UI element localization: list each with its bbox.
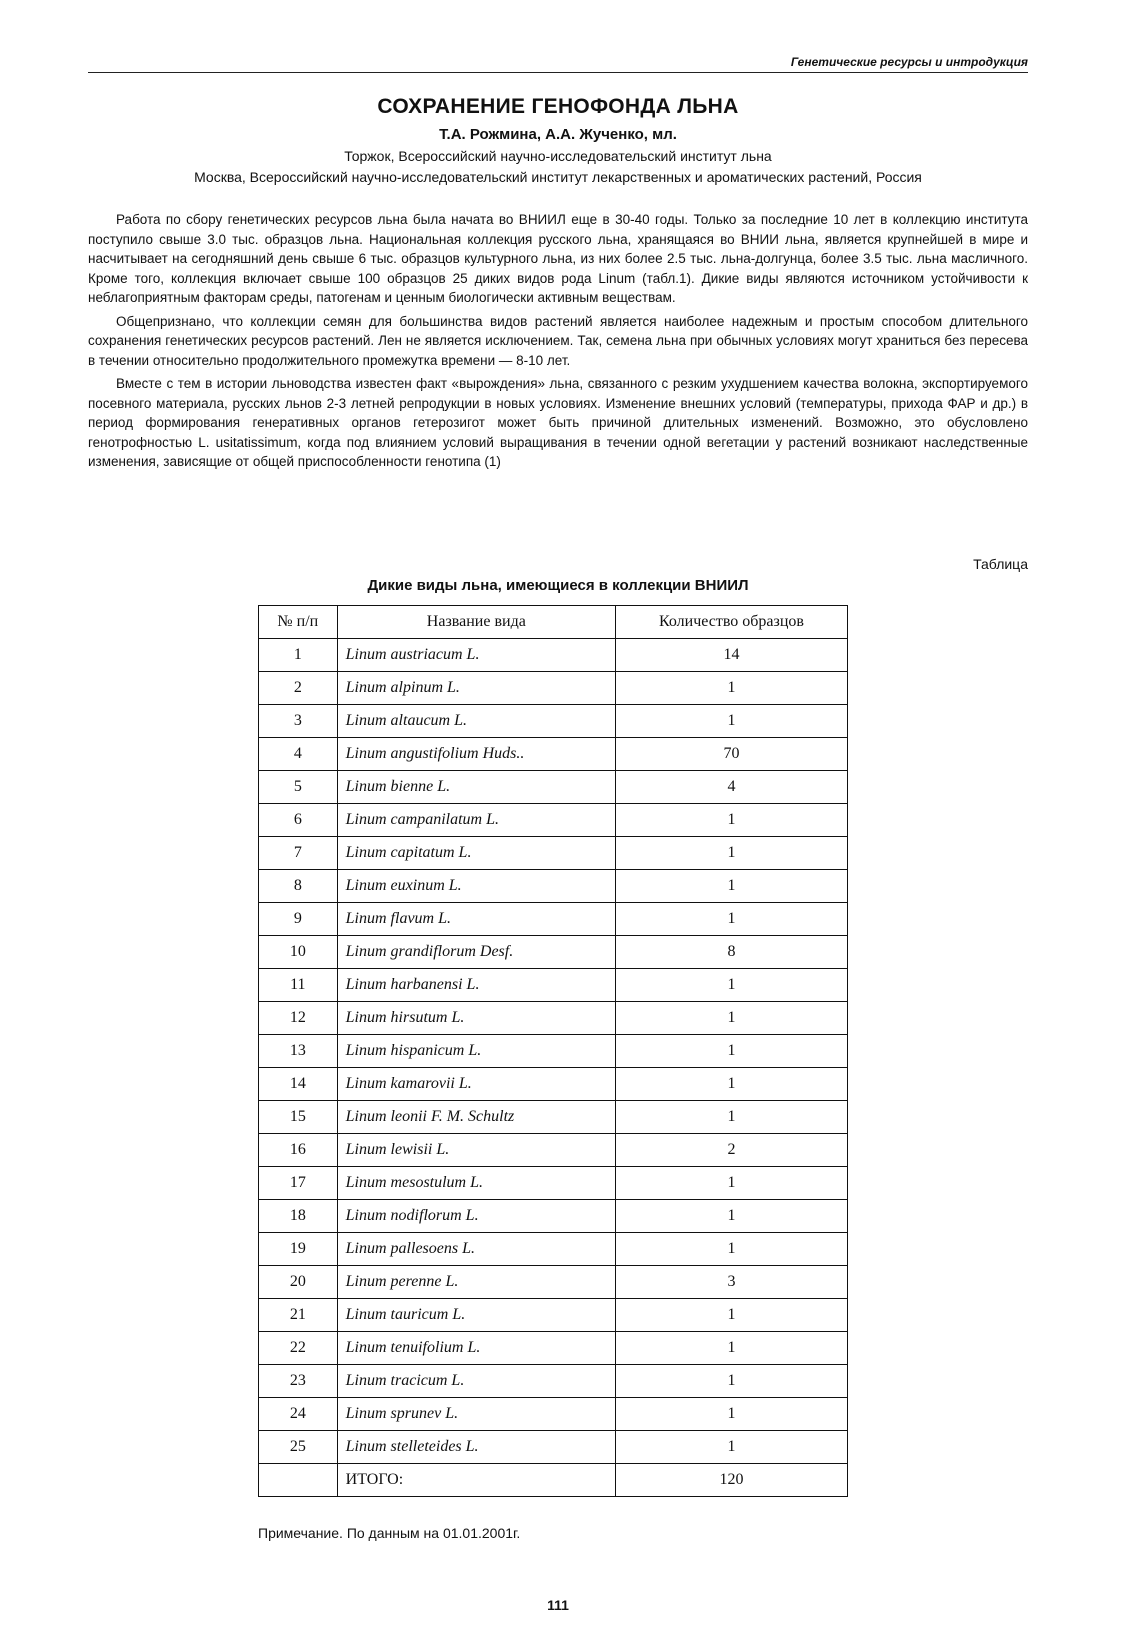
row-number: 21 — [259, 1299, 338, 1332]
species-name: Linum mesostulum L. — [337, 1167, 615, 1200]
species-name: Linum grandiflorum Desf. — [337, 936, 615, 969]
row-number: 17 — [259, 1167, 338, 1200]
sample-count: 1 — [615, 1068, 847, 1101]
table-row — [259, 1332, 848, 1365]
sample-count: 1 — [615, 1365, 847, 1398]
table-title: Дикие виды льна, имеющиеся в коллекции ВНИИЛ — [367, 577, 749, 594]
species-name: Linum lewisii L. — [337, 1134, 615, 1167]
total-label: ИТОГО: — [337, 1464, 615, 1497]
running-header: Генетические ресурсы и интродукция — [88, 55, 1028, 73]
table-label: Таблица — [973, 556, 1028, 572]
species-name: Linum tracicum L. — [337, 1365, 615, 1398]
table-row — [259, 1431, 848, 1464]
species-name: Linum alpinum L. — [337, 672, 615, 705]
sample-count: 1 — [615, 1101, 847, 1134]
row-number: 6 — [259, 804, 338, 837]
total-value: 120 — [615, 1464, 847, 1497]
sample-count: 1 — [615, 903, 847, 936]
sample-count: 1 — [615, 705, 847, 738]
column-header-count: Количество образцов — [615, 606, 847, 639]
table-row — [259, 1068, 848, 1101]
table-row — [259, 969, 848, 1002]
row-number: 13 — [259, 1035, 338, 1068]
row-number: 3 — [259, 705, 338, 738]
species-name: Linum euxinum L. — [337, 870, 615, 903]
table-row — [259, 1365, 848, 1398]
table-row — [259, 1233, 848, 1266]
sample-count: 2 — [615, 1134, 847, 1167]
table-body — [259, 639, 848, 1464]
species-name: Linum tenuifolium L. — [337, 1332, 615, 1365]
row-number: 11 — [259, 969, 338, 1002]
sample-count: 3 — [615, 1266, 847, 1299]
table-row — [259, 1134, 848, 1167]
species-name: Linum hispanicum L. — [337, 1035, 615, 1068]
row-number: 9 — [259, 903, 338, 936]
row-number: 14 — [259, 1068, 338, 1101]
table-total-row — [259, 1464, 848, 1497]
article-body — [88, 210, 1028, 476]
species-name: Linum pallesoens L. — [337, 1233, 615, 1266]
table-note: Примечание. По данным на 01.01.2001г. — [258, 1525, 521, 1541]
row-number: 20 — [259, 1266, 338, 1299]
table-row — [259, 672, 848, 705]
table-header-row — [259, 606, 848, 639]
sample-count: 1 — [615, 672, 847, 705]
species-name: Linum stelleteides L. — [337, 1431, 615, 1464]
sample-count: 1 — [615, 1002, 847, 1035]
sample-count: 1 — [615, 969, 847, 1002]
species-name: Linum bienne L. — [337, 771, 615, 804]
sample-count: 1 — [615, 1233, 847, 1266]
sample-count: 14 — [615, 639, 847, 672]
affiliation-2: Москва, Всероссийский научно-исследовательский институт лекарственных и ароматических растений, Россия — [194, 169, 922, 185]
paragraph-1: Работа по сбору генетических ресурсов льна была начата во ВНИИЛ еще в 30-40 годы. Только за последние 10 лет в коллекцию института поступило свыше 3.0 тыс. образцов льна. Национальная коллекция русского льна, хранящаяся во ВНИИ льна, является крупнейшей в мире и насчитывает на сегодняшний день свыше 6 тыс. образцов культурного льна, из них более 2.5 тыс. льна-долгунца, более 3.5 тыс. льна масличного. Кроме того, коллекция включает свыше 100 образцов 25 диких видов рода Linum (табл.1). Дикие виды являются источником устойчивости к неблагоприятным факторам среды, патогенам и ценным биологически активным веществам. — [88, 212, 1028, 305]
article-authors: Т.А. Рожмина, А.А. Жученко, мл. — [439, 126, 677, 143]
row-number: 4 — [259, 738, 338, 771]
table-row — [259, 903, 848, 936]
article-title: СОХРАНЕНИЕ ГЕНОФОНДА ЛЬНА — [377, 95, 739, 118]
species-name: Linum austriacum L. — [337, 639, 615, 672]
species-name: Linum altaucum L. — [337, 705, 615, 738]
species-name: Linum harbanensi L. — [337, 969, 615, 1002]
species-name: Linum campanilatum L. — [337, 804, 615, 837]
table-row — [259, 1167, 848, 1200]
column-header-number: № п/п — [259, 606, 338, 639]
row-number: 16 — [259, 1134, 338, 1167]
row-number: 23 — [259, 1365, 338, 1398]
sample-count: 1 — [615, 1431, 847, 1464]
table-row — [259, 1299, 848, 1332]
row-number: 2 — [259, 672, 338, 705]
row-number: 22 — [259, 1332, 338, 1365]
table-row — [259, 738, 848, 771]
species-name: Linum sprunev L. — [337, 1398, 615, 1431]
species-table — [258, 605, 848, 1497]
sample-count: 1 — [615, 1299, 847, 1332]
table-row — [259, 1035, 848, 1068]
row-number: 24 — [259, 1398, 338, 1431]
species-name: Linum perenne L. — [337, 1266, 615, 1299]
table-row — [259, 804, 848, 837]
table-row — [259, 837, 848, 870]
row-number: 1 — [259, 639, 338, 672]
sample-count: 1 — [615, 1332, 847, 1365]
paragraph-2: Общепризнано, что коллекции семян для большинства видов растений является наиболее надежным и простым способом длительного сохранения генетических ресурсов растений. Лен не является исключением. Так, семена льна при обычных условиях могут храниться без пересева в течении относительно продолжительного промежутка времени — 8-10 лет. — [88, 313, 1028, 368]
table-row — [259, 870, 848, 903]
species-name: Linum hirsutum L. — [337, 1002, 615, 1035]
table-row — [259, 705, 848, 738]
species-name: Linum flavum L. — [337, 903, 615, 936]
table-row — [259, 771, 848, 804]
row-number: 8 — [259, 870, 338, 903]
row-number: 5 — [259, 771, 338, 804]
table-row — [259, 1266, 848, 1299]
row-number: 12 — [259, 1002, 338, 1035]
row-number: 18 — [259, 1200, 338, 1233]
species-name: Linum tauricum L. — [337, 1299, 615, 1332]
sample-count: 1 — [615, 1035, 847, 1068]
row-number: 19 — [259, 1233, 338, 1266]
species-name: Linum capitatum L. — [337, 837, 615, 870]
species-name: Linum kamarovii L. — [337, 1068, 615, 1101]
species-name: Linum leonii F. M. Schultz — [337, 1101, 615, 1134]
page-number: 111 — [547, 1597, 569, 1613]
row-number: 25 — [259, 1431, 338, 1464]
paragraph-3: Вместе с тем в истории льноводства известен факт «вырождения» льна, связанного с резким ухудшением качества волокна, экспортируемого посевного материала, русских льнов 2-3 летней репродукции в новых условиях. Изменение внешних условий (температуры, прихода ФАР и др.) в период формирования генеративных органов гетерозигот может быть причиной длительных изменений. Возможно, это обусловлено генотрофностью L. usitatissimum, когда под влиянием условий выращивания в течении одной вегетации у растений возникают наследственные изменения, зависящие от общей приспособленности генотипа (1) — [88, 376, 1028, 469]
sample-count: 1 — [615, 870, 847, 903]
row-number: 10 — [259, 936, 338, 969]
sample-count: 1 — [615, 837, 847, 870]
table-row — [259, 1200, 848, 1233]
row-number: 15 — [259, 1101, 338, 1134]
species-name: Linum angustifolium Huds.. — [337, 738, 615, 771]
row-number: 7 — [259, 837, 338, 870]
sample-count: 1 — [615, 1167, 847, 1200]
table-row — [259, 1002, 848, 1035]
sample-count: 1 — [615, 1200, 847, 1233]
sample-count: 70 — [615, 738, 847, 771]
affiliation-1: Торжок, Всероссийский научно-исследовательский институт льна — [344, 148, 772, 164]
sample-count: 4 — [615, 771, 847, 804]
sample-count: 1 — [615, 804, 847, 837]
table-row — [259, 639, 848, 672]
table-row — [259, 1101, 848, 1134]
species-name: Linum nodiflorum L. — [337, 1200, 615, 1233]
column-header-species: Название вида — [337, 606, 615, 639]
sample-count: 8 — [615, 936, 847, 969]
total-number-cell — [259, 1464, 338, 1497]
table-row — [259, 1398, 848, 1431]
table-row — [259, 936, 848, 969]
sample-count: 1 — [615, 1398, 847, 1431]
